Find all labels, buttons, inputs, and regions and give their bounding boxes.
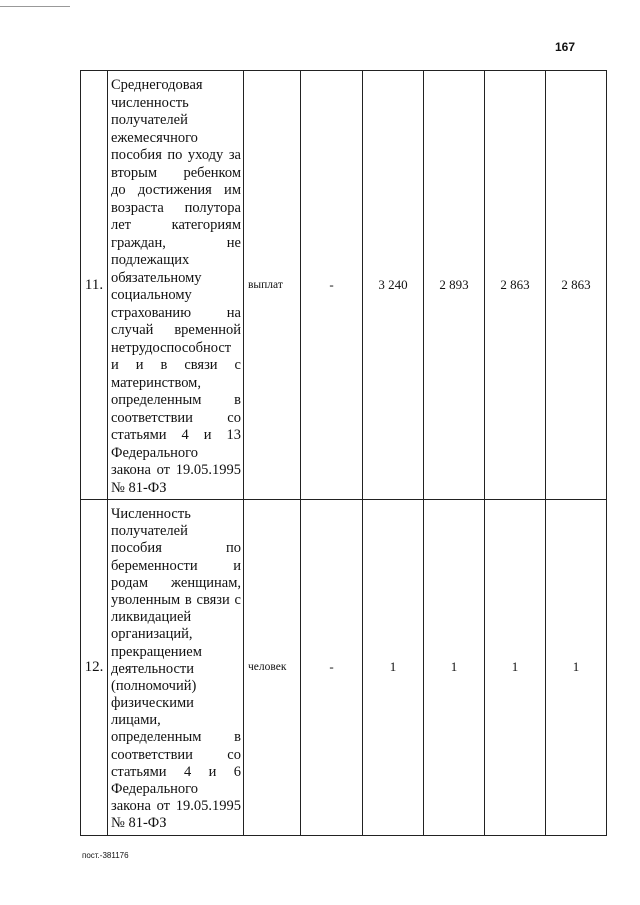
- row-unit: выплат: [244, 71, 301, 500]
- description-line: (полномочий): [111, 677, 197, 694]
- description-line: ликвидацией: [111, 609, 192, 626]
- description-line: организаций,: [111, 626, 193, 643]
- description-line: Численность: [111, 506, 191, 522]
- page-number: 167: [555, 40, 576, 54]
- description-line: уволенным в связи с: [111, 591, 241, 608]
- description-line: случай временной: [111, 322, 241, 338]
- description-line: лет категориям: [111, 217, 241, 233]
- row-value: 1: [424, 500, 485, 836]
- description-line: численность: [111, 94, 189, 111]
- description-line: Федерального: [111, 781, 199, 797]
- scan-line: [0, 6, 70, 7]
- description-line: страхованию на: [111, 304, 241, 321]
- description-line: и и в связи с: [111, 357, 241, 373]
- data-table: [80, 70, 607, 836]
- table-row: [81, 71, 607, 500]
- footer-code: пост.-381176: [82, 851, 129, 860]
- table-row: [81, 500, 607, 836]
- description-line: родам женщинам,: [111, 574, 241, 591]
- row-value: 1: [546, 500, 607, 836]
- row-value: -: [301, 500, 363, 836]
- description-line: беременности и: [111, 557, 241, 574]
- description-line: обязательному: [111, 269, 202, 286]
- description-line: возраста полутора: [111, 199, 241, 216]
- row-description: [108, 71, 244, 500]
- description-line: получателей: [111, 112, 188, 128]
- row-value: 2 893: [424, 71, 485, 500]
- row-number: 12.: [81, 500, 108, 836]
- description-line: № 81-ФЗ: [111, 479, 167, 496]
- row-number: 11.: [81, 71, 108, 500]
- description-line: лицами,: [111, 712, 161, 729]
- description-line: пособия по: [111, 540, 241, 557]
- description-line: деятельности: [111, 660, 195, 677]
- description-line: соответствии со: [111, 409, 241, 426]
- description-line: нетрудоспособност: [111, 339, 232, 356]
- row-value: 1: [485, 500, 546, 836]
- description-line: Федерального: [111, 444, 199, 461]
- description-line: соответствии со: [111, 746, 241, 763]
- description-line: пособия по уходу за: [111, 147, 241, 163]
- row-description: [108, 500, 244, 836]
- description-line: прекращением: [111, 643, 202, 660]
- description-line: статьями 4 и 13: [111, 427, 241, 443]
- row-value: 3 240: [363, 71, 424, 500]
- description-line: определенным в: [111, 392, 241, 408]
- description-line: получателей: [111, 523, 188, 540]
- description-line: до достижения им: [111, 182, 241, 198]
- row-value: 1: [363, 500, 424, 836]
- description-line: статьями 4 и 6: [111, 763, 241, 780]
- description-line: вторым ребенком: [111, 164, 241, 181]
- description-line: ежемесячного: [111, 129, 198, 146]
- description-line: закона от 19.05.1995: [111, 462, 241, 478]
- description-line: материнством,: [111, 374, 201, 391]
- description-line: определенным в: [111, 729, 241, 746]
- description-line: закона от 19.05.1995: [111, 798, 241, 815]
- row-value: 2 863: [485, 71, 546, 500]
- description-line: граждан, не: [111, 234, 241, 251]
- description-line: социальному: [111, 287, 192, 303]
- row-value: 2 863: [546, 71, 607, 500]
- row-value: -: [301, 71, 363, 500]
- description-line: физическими: [111, 695, 194, 712]
- description-line: № 81-ФЗ: [111, 815, 167, 832]
- description-line: Среднегодовая: [111, 77, 203, 93]
- row-unit: человек: [244, 500, 301, 836]
- description-line: подлежащих: [111, 252, 190, 268]
